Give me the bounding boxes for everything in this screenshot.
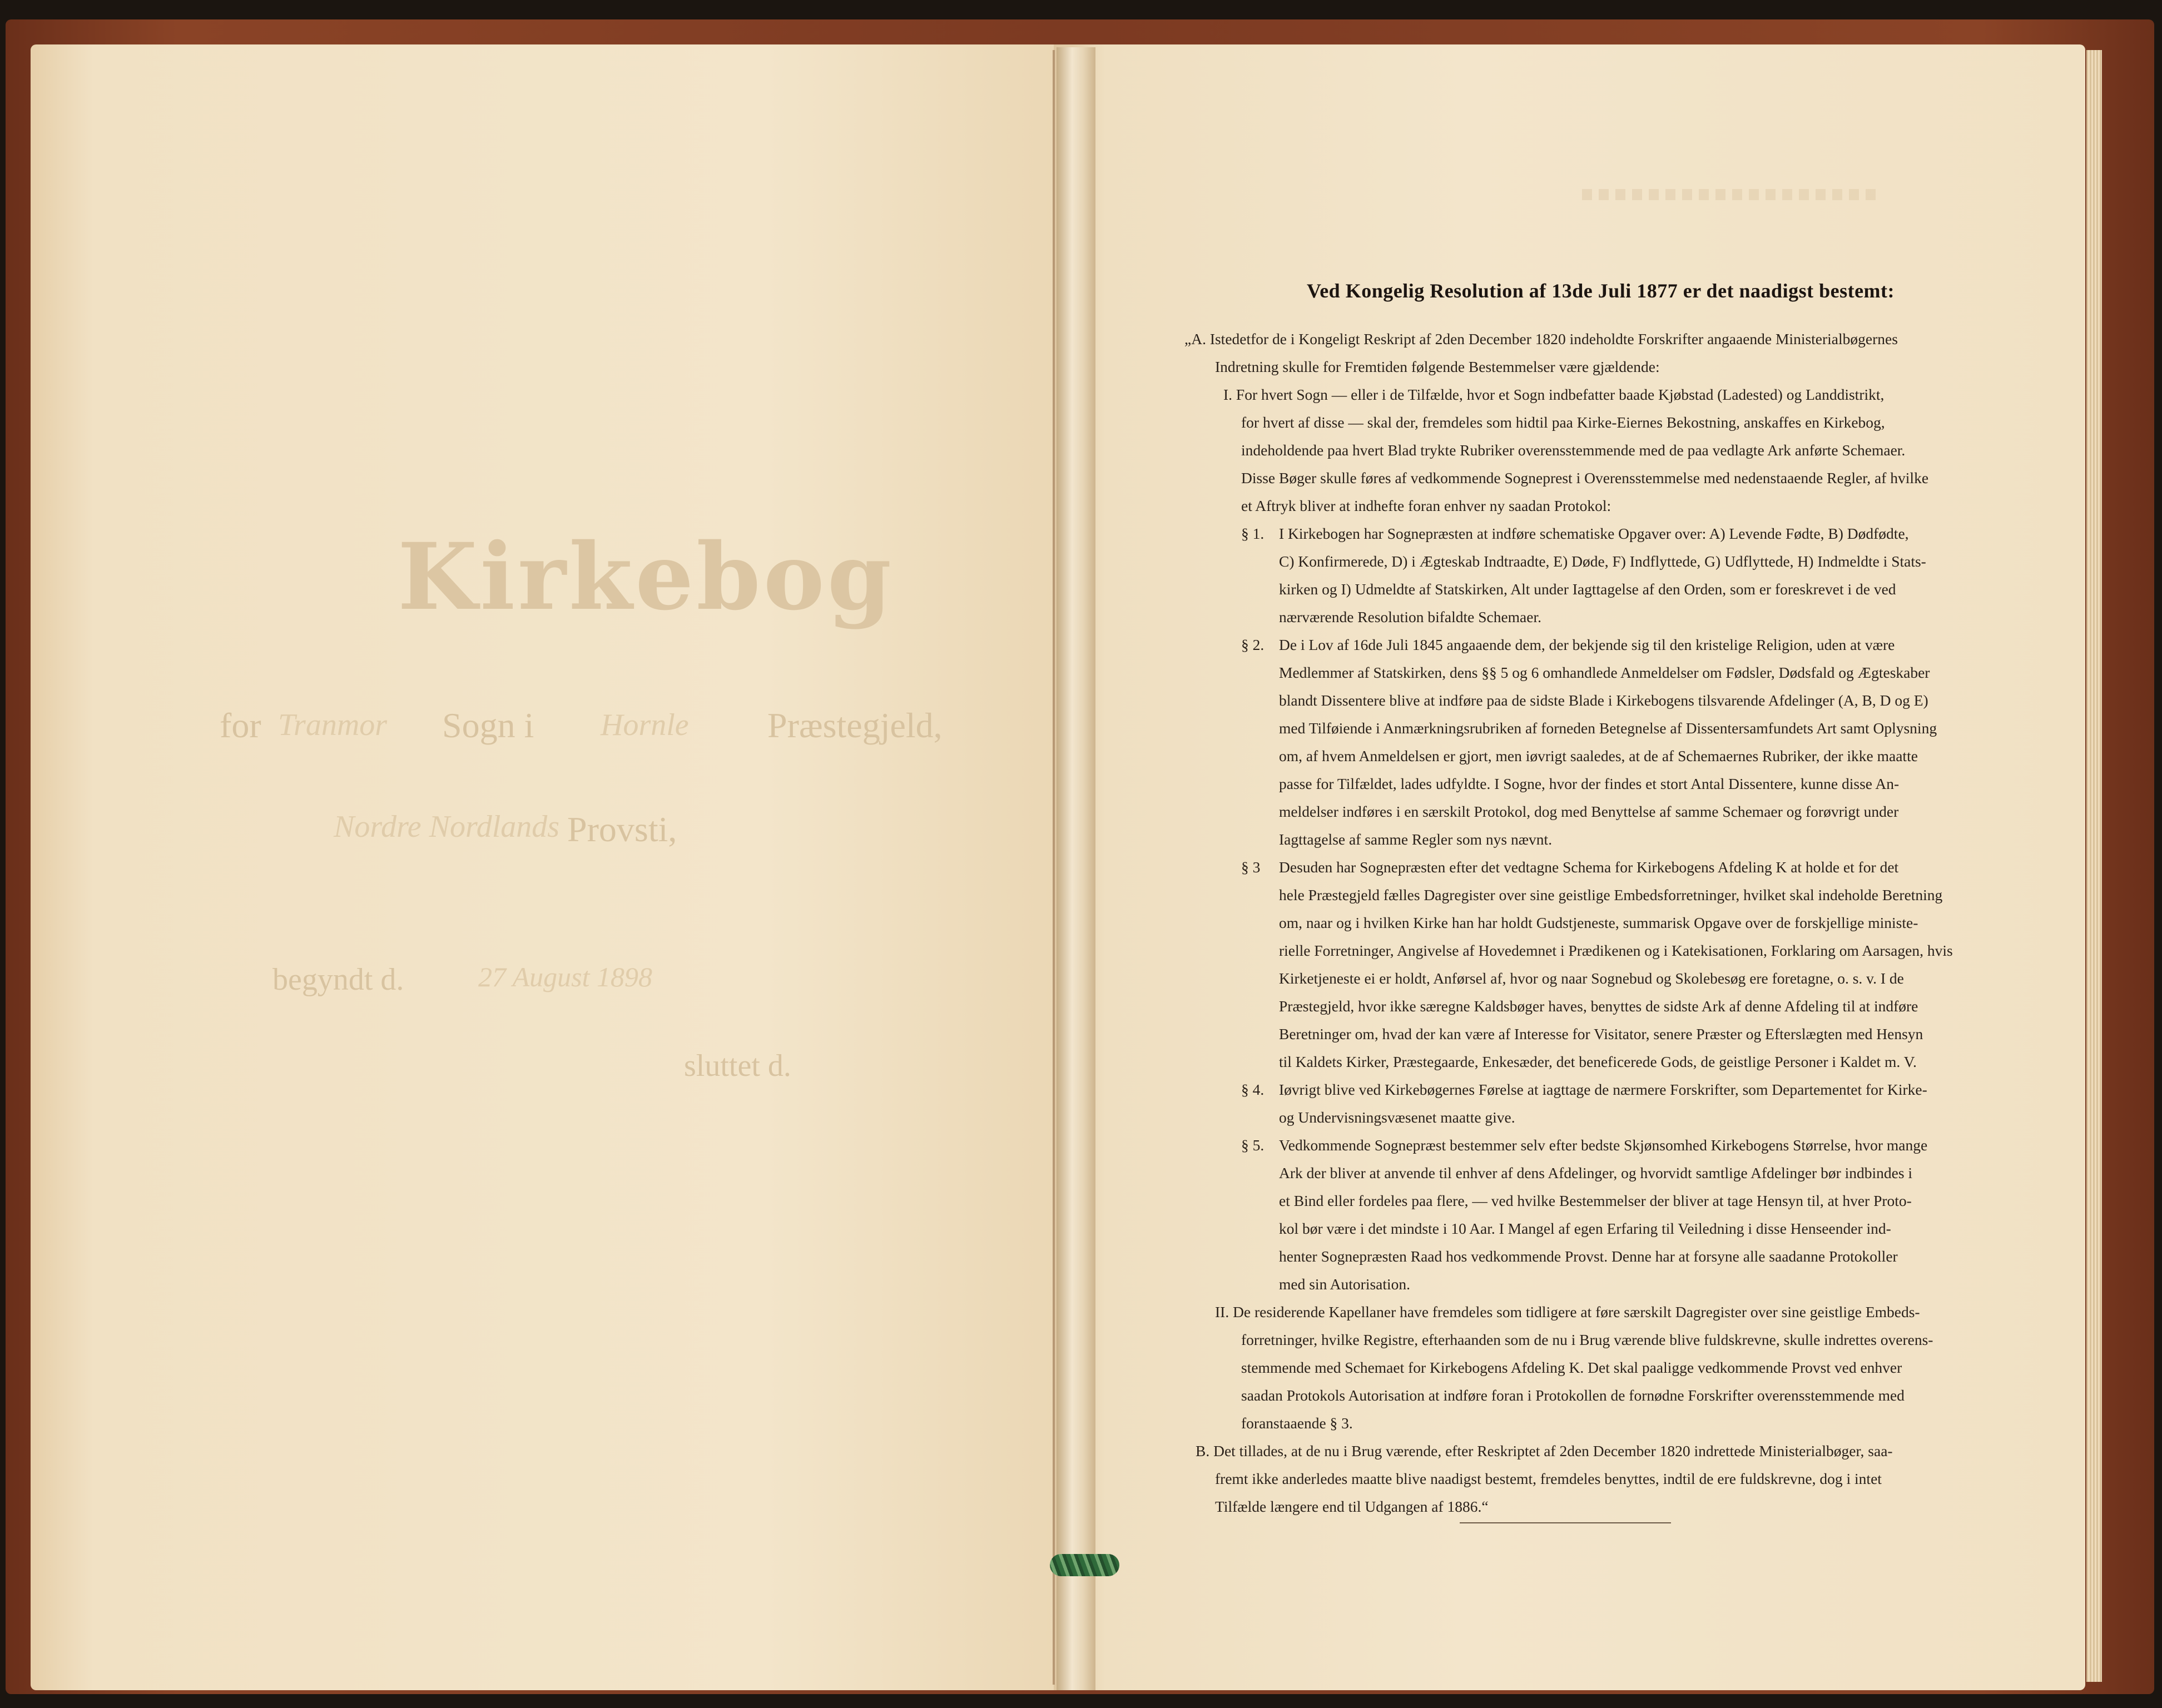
text-line: blandt Dissentere blive at indføre paa de sidste Blade i Kirkebogens tilsvarende Afdelinger (A, B, D og E) bbox=[1279, 692, 1928, 709]
text-line: Desuden har Sognepræsten efter det vedtagne Schema for Kirkebogens Afdeling K at holde et for det bbox=[1279, 858, 1899, 876]
text-line: Beretninger om, hvad der kan være af Interesse for Visitator, senere Præster og Efterslægten med Hensyn bbox=[1279, 1025, 1923, 1042]
text-line: foranstaaende § 3. bbox=[1241, 1414, 1353, 1432]
text-line: I Kirkebogen har Sognepræsten at indføre schematiske Opgaver over: A) Levende Fødte, B) Dødfødte, bbox=[1279, 525, 1909, 542]
page-heading: Ved Kongelig Resolution af 13de Juli 1877 er det naadigst bestemt: bbox=[1307, 280, 1895, 302]
parish-handwriting: Tranmor bbox=[278, 708, 388, 742]
text-line: passe for Tilfældet, lades udfyldte. I Sogne, hvor der findes et stort Antal Dissentere, kunne disse An- bbox=[1279, 775, 1900, 792]
spine-line bbox=[1053, 50, 1055, 1685]
text-line: med sin Autorisation. bbox=[1279, 1275, 1411, 1293]
text-line: II. De residerende Kapellaner have fremdeles som tidligere at føre særskilt Dagregister over sine geistlige Embeds- bbox=[1215, 1303, 1920, 1320]
left-page bbox=[31, 44, 1079, 1690]
deanery-handwriting: Nordre Nordlands bbox=[334, 810, 560, 844]
text-line: Iøvrigt blive ved Kirkebøgernes Førelse at iagttage de nærmere Forskrifter, som Departementet for Kirke- bbox=[1279, 1081, 1927, 1098]
section-number: § 4. bbox=[1241, 1081, 1265, 1098]
binding-thread bbox=[1050, 1554, 1119, 1576]
text-line: om, af hvem Anmeldelsen er gjort, men iøvrigt saaledes, at de af Schemaernes Rubriker, der ikke maatte bbox=[1279, 747, 1918, 764]
text-line: Tilfælde længere end til Udgangen af 1886.“ bbox=[1215, 1498, 1489, 1515]
sluttet-label: sluttet d. bbox=[684, 1049, 791, 1083]
faint-bleed-through bbox=[1582, 189, 1882, 200]
text-line: og Undervisningsvæsenet maatte give. bbox=[1279, 1109, 1515, 1126]
text-line: meldelser indføres i en særskilt Protokol, dog med Benyttelse af samme Schemaer og forøvrigt under bbox=[1279, 803, 1899, 820]
text-line: kirken og I) Udmeldte af Statskirken, Alt under Iagttagelse af den Orden, som er foreskrevet i de ved bbox=[1279, 580, 1896, 598]
text-line: Disse Bøger skulle føres af vedkommende Sogneprest i Overensstemmelse med nedenstaaende Regler, af hvilke bbox=[1241, 469, 1929, 486]
district-handwriting: Hornle bbox=[601, 708, 689, 742]
page-edges bbox=[2086, 50, 2102, 1682]
text-line: om, naar og i hvilken Kirke han har holdt Gudstjeneste, summarisk Opgave over de forskjellige ministe- bbox=[1279, 914, 1918, 931]
provsti-label: Provsti, bbox=[567, 810, 677, 849]
text-line: hele Præstegjeld fælles Dagregister over sine geistlige Embedsforretninger, hvilket skal indeholde Beretning bbox=[1279, 886, 1943, 903]
spine-fold bbox=[1057, 47, 1095, 1690]
section-number: § 5. bbox=[1241, 1136, 1265, 1154]
text-line: for hvert af disse — skal der, fremdeles som hidtil paa Kirke-Eiernes Bekostning, anskaffes en Kirkebog, bbox=[1241, 414, 1885, 431]
text-line: nærværende Resolution bifaldte Schemaer. bbox=[1279, 608, 1541, 625]
closing-rule bbox=[1460, 1522, 1671, 1523]
text-line: fremt ikke anderledes maatte blive naadigst bestemt, fremdeles benyttes, indtil de ere fuldskrevne, dog i intet bbox=[1215, 1470, 1882, 1487]
text-line: et Aftryk bliver at indhefte foran enhver ny saadan Protokol: bbox=[1241, 497, 1611, 514]
text-line: B. Det tillades, at de nu i Brug værende, efter Reskriptet af 2den December 1820 indrettede Ministerialbøger, saa- bbox=[1196, 1442, 1893, 1459]
text-line: Medlemmer af Statskirken, dens §§ 5 og 6 omhandlede Anmeldelser om Fødsler, Dødsfald og Ægteskaber bbox=[1279, 664, 1930, 681]
text-line: forretninger, hvilke Registre, efterhaanden som de nu i Brug værende blive fuldskrevne, skulle indrettes overens- bbox=[1241, 1331, 1933, 1348]
praestegjeld-label: Præstegjeld, bbox=[767, 706, 943, 745]
text-line: „A. Istedetfor de i Kongeligt Reskript af 2den December 1820 indeholdte Forskrifter angaaende Ministerialbøgernes bbox=[1184, 330, 1898, 347]
text-line: et Bind eller fordeles paa flere, — ved hvilke Bestemmelser der bliver at tage Hensyn til, at hver Proto- bbox=[1279, 1192, 1912, 1209]
text-line: med Tilføiende i Anmærkningsrubriken af forneden Betegnelse af Dissentersamfundets Art samt Oplysning bbox=[1279, 719, 1937, 737]
text-line: kol bør være i det mindste i 10 Aar. I Mangel af egen Erfaring til Veiledning i disse Henseender ind- bbox=[1279, 1220, 1891, 1237]
text-line: henter Sognepræsten Raad hos vedkommende Provst. Denne har at forsyne alle saadanne Protokoller bbox=[1279, 1248, 1898, 1265]
text-line: Indretning skulle for Fremtiden følgende Bestemmelser være gjældende: bbox=[1215, 358, 1660, 375]
sogn-label: Sogn i bbox=[442, 706, 534, 745]
text-line: Kirketjeneste ei er holdt, Anførsel af, hvor og naar Sognebud og Skolebesøg ere foretagne, o. s. v. I de bbox=[1279, 970, 1904, 987]
text-line: rielle Forretninger, Angivelse af Hovedemnet i Prædikenen og i Katekisationen, Forklaring om Aarsagen, hvis bbox=[1279, 942, 1953, 959]
begyndt-label: begyndt d. bbox=[272, 962, 404, 997]
text-line: Vedkommende Sognepræst bestemmer selv efter bedste Skjønsomhed Kirkebogens Størrelse, hvor mange bbox=[1279, 1136, 1928, 1154]
start-date-handwriting: 27 August 1898 bbox=[478, 961, 652, 992]
text-line: Præstegjeld, hvor ikke særegne Kaldsbøger haves, benyttes de sidste Ark af denne Afdeling til at indføre bbox=[1279, 997, 1918, 1015]
section-number: § 2. bbox=[1241, 636, 1265, 653]
for-label: for bbox=[220, 706, 261, 745]
text-line: Iagttagelse af samme Regler som nys nævnt. bbox=[1279, 831, 1553, 848]
text-line: De i Lov af 16de Juli 1845 angaaende dem, der bekjende sig til den kristelige Religion, uden at være bbox=[1279, 636, 1895, 653]
text-line: til Kaldets Kirker, Præstegaarde, Enkesæder, det beneficerede Gods, de geistlige Personer i Kaldet m. V. bbox=[1279, 1053, 1917, 1070]
text-line: indeholdende paa hvert Blad trykte Rubriker overensstemmende med de paa vedlagte Ark anførte Schemaer. bbox=[1241, 441, 1906, 459]
book-title: Kirkebog bbox=[398, 523, 895, 630]
text-line: stemmende med Schemaet for Kirkebogens Afdeling K. Det skal paaligge vedkommende Provst ved enhver bbox=[1241, 1359, 1902, 1376]
text-line: C) Konfirmerede, D) i Ægteskab Indtraadte, E) Døde, F) Indflyttede, G) Udflyttede, H) Indmeldte i Stats- bbox=[1279, 553, 1926, 570]
text-line: Ark der bliver at anvende til enhver af dens Afdelinger, og hvorvidt samtlige Afdelinger bør indbindes i bbox=[1279, 1164, 1913, 1181]
section-number: § 1. bbox=[1241, 525, 1265, 542]
text-line: saadan Protokols Autorisation at indføre foran i Protokollen de fornødne Forskrifter overensstemmende med bbox=[1241, 1387, 1905, 1404]
section-number: § 3 bbox=[1241, 858, 1261, 876]
text-line: I. For hvert Sogn — eller i de Tilfælde, hvor et Sogn indbefatter baade Kjøbstad (Ladested) og Landdistrikt, bbox=[1223, 386, 1885, 403]
